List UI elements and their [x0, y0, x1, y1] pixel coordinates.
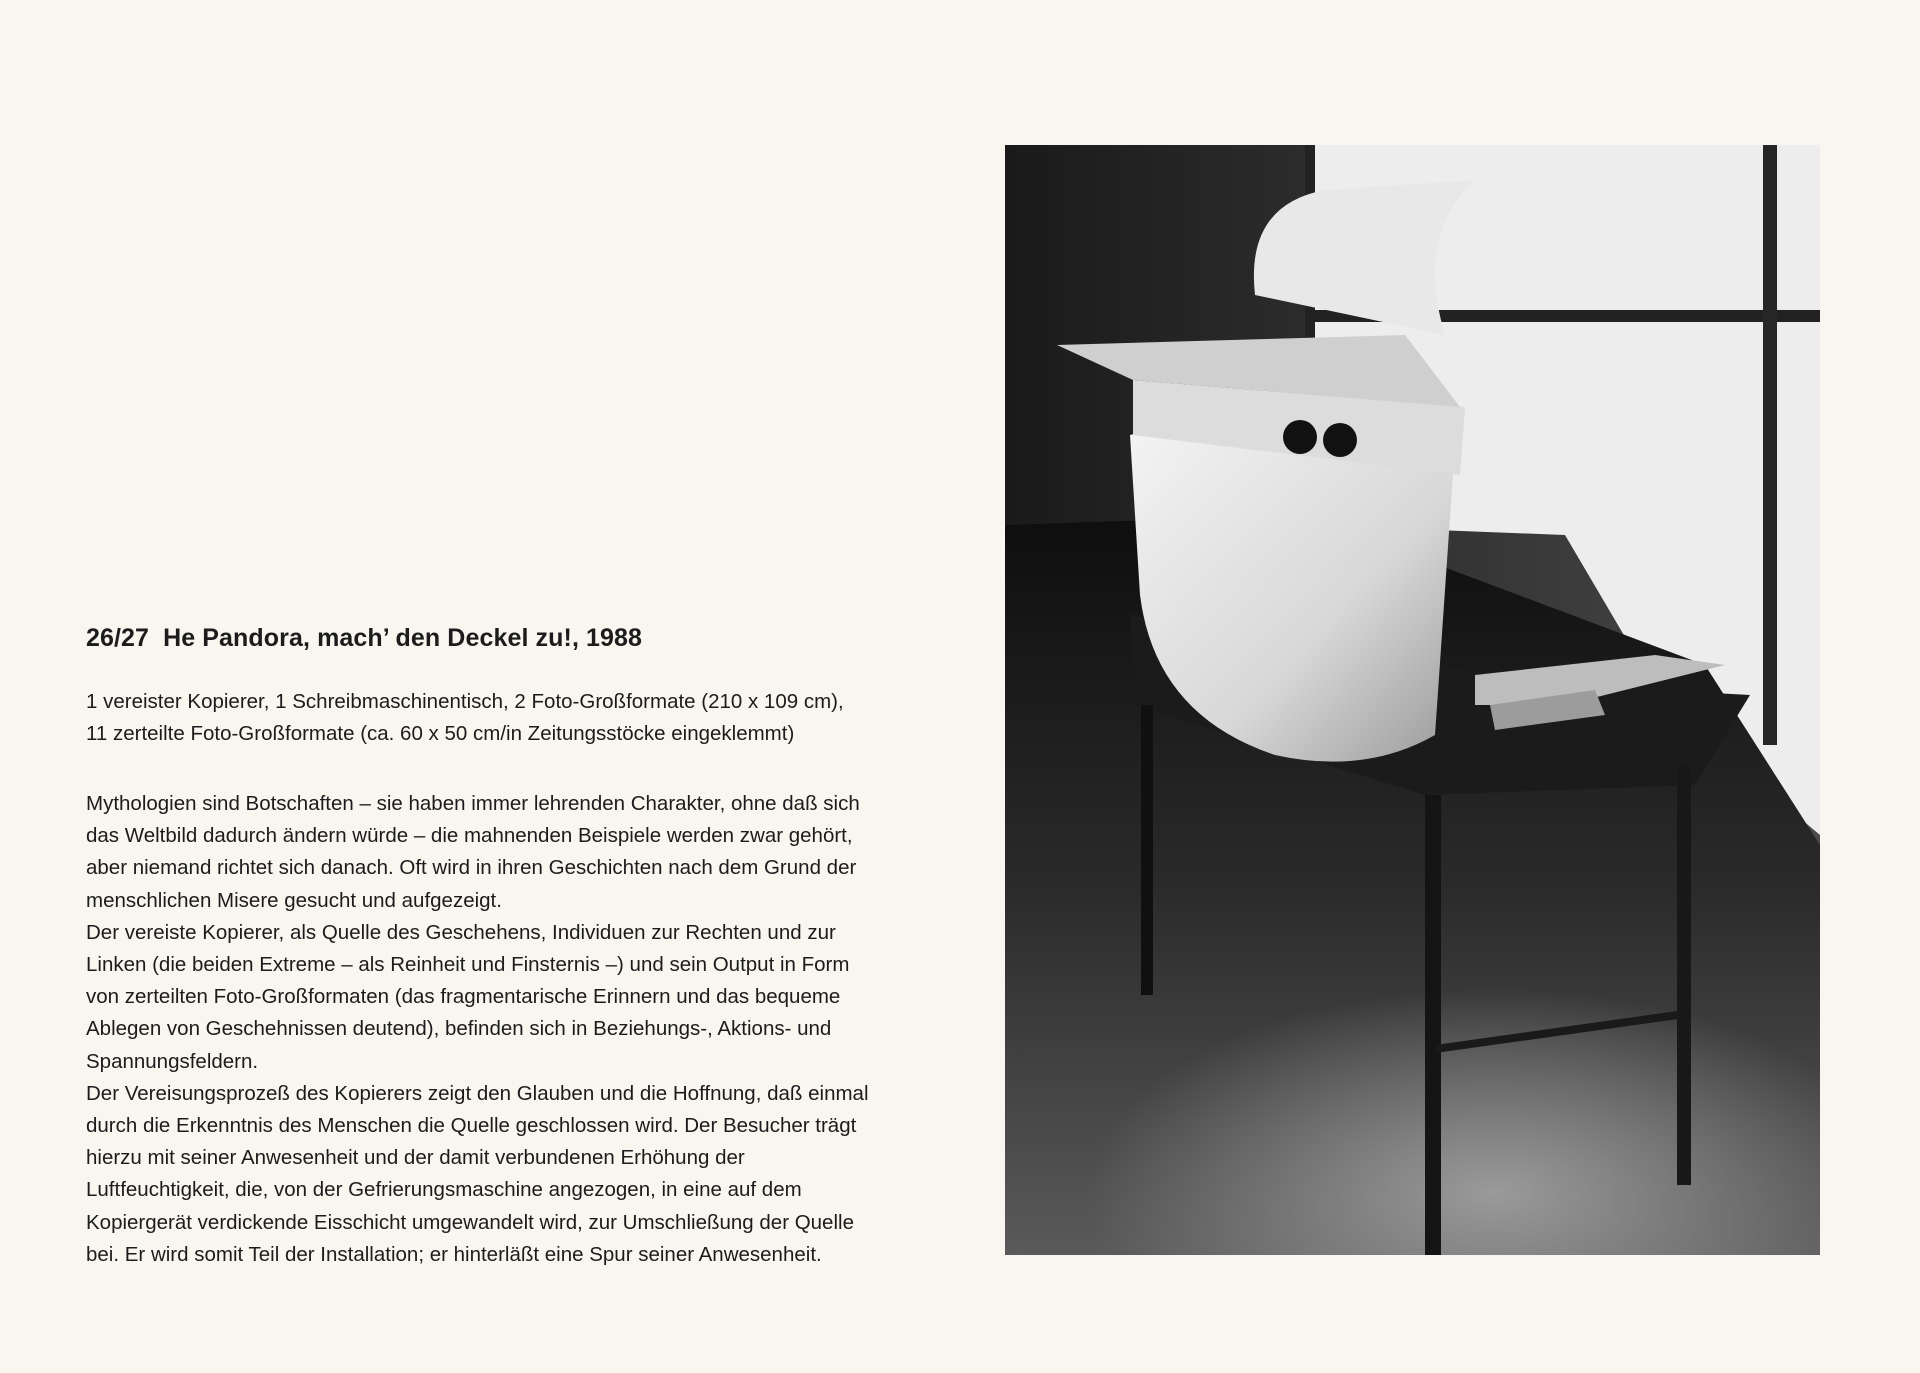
description-line: Der vereiste Kopierer, als Quelle des Geschehens, Individuen zur Rechten und zur — [86, 920, 836, 944]
description-line: Spannungsfeldern. — [86, 1049, 259, 1073]
description-line: von zerteilten Foto-Großformaten (das fragmentarische Erinnern und das bequeme — [86, 985, 841, 1009]
installation-photo — [1005, 145, 1820, 1255]
description-line: Kopiergerät verdickende Eisschicht umgewandelt wird, zur Umschließung der Quelle — [86, 1210, 854, 1234]
materials-line: 1 vereister Kopierer, 1 Schreibmaschinentisch, 2 Foto-Großformate (210 x 109 cm), — [86, 690, 844, 713]
entry-heading — [86, 620, 946, 656]
materials-line: 11 zerteilte Foto-Großformate (ca. 60 x 50 cm/in Zeitungsstöcke eingeklemmt) — [86, 722, 795, 745]
description-line: durch die Erkenntnis des Menschen die Quelle geschlossen wird. Der Besucher trägt — [86, 1114, 857, 1138]
description-line: das Weltbild dadurch ändern würde – die mahnenden Beispiele werden zwar gehört, — [86, 824, 853, 848]
materials-list — [86, 686, 946, 750]
description-line: Mythologien sind Botschaften – sie haben immer lehrenden Charakter, ohne daß sich — [86, 792, 860, 815]
description-line: Linken (die beiden Extreme – als Reinheit und Finsternis –) und sein Output in Form — [86, 953, 850, 977]
photograph-icon — [1005, 145, 1820, 1255]
description-line: aber niemand richtet sich danach. Oft wird in ihren Geschichten nach dem Grund der — [86, 856, 857, 880]
description-line: menschlichen Misere gesucht und aufgezeigt. — [86, 888, 502, 912]
description-line: hierzu mit seiner Anwesenheit und der damit verbundenen Erhöhung der — [86, 1146, 745, 1170]
description-line: Ablegen von Geschehnissen deutend), befinden sich in Beziehungs-, Aktions- und — [86, 1017, 832, 1041]
text-column — [86, 620, 946, 1271]
description — [86, 788, 946, 1271]
description-line: bei. Er wird somit Teil der Installation; er hinterläßt eine Spur seiner Anwesenheit. — [86, 1242, 822, 1266]
entry-number: 26/27 — [86, 624, 150, 652]
description-line: Luftfeuchtigkeit, die, von der Gefrierungsmaschine angezogen, in eine auf dem — [86, 1178, 802, 1202]
entry-title: He Pandora, mach’ den Deckel zu!, 1988 — [163, 624, 643, 652]
description-line: Der Vereisungsprozeß des Kopierers zeigt den Glauben und die Hoffnung, daß einmal — [86, 1081, 869, 1105]
